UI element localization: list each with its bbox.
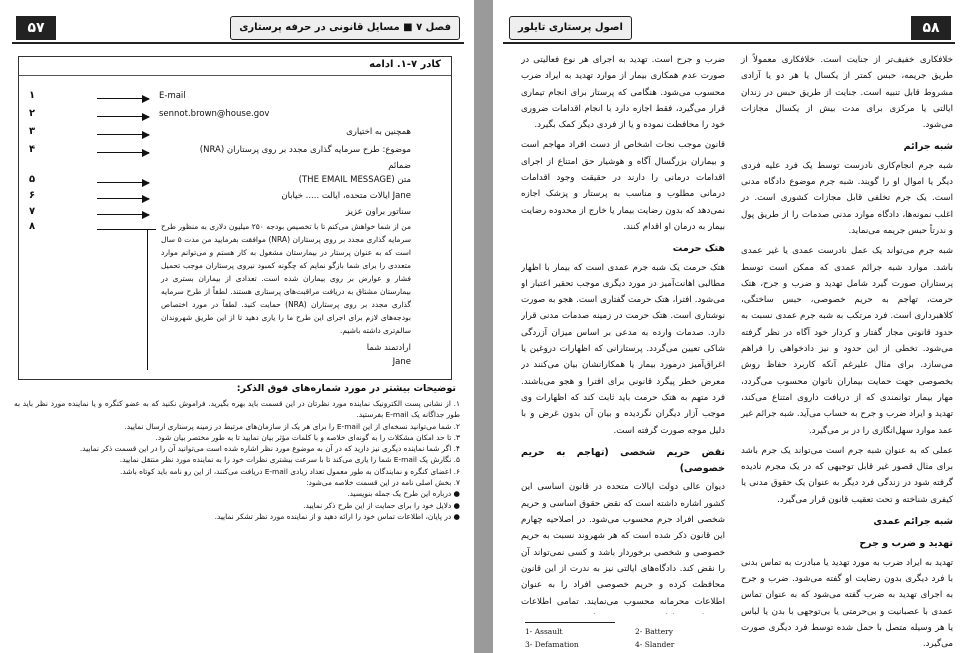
arrow-icon: [97, 134, 149, 135]
subject-field: موضوع: طرح سرمایه گذاری مجدد بر روی پرستاران (NRA): [199, 145, 411, 155]
note-bullet: ● دلایل خود را برای حمایت از این طرح ذکر نمایید.: [303, 500, 460, 510]
note-item: ۵. نگارش یک E-mail شما را یاری می‌کند تا با سرعت بیشتری نظرات خود را به نماینده مورد نظر منتقل نمایید.: [119, 455, 460, 465]
arrow-icon: [97, 182, 149, 183]
footnote: 3- Defamation: [525, 640, 579, 649]
note-item: ۳. تا حد امکان مشکلات را به گونه‌ای خلاصه و با کلمات مؤثر بیان نمایید تا به طور مختصر بیان شود.: [155, 432, 460, 442]
footnote: 1- Assault: [525, 627, 563, 636]
section-heading: شبه جرائم عمدی: [873, 516, 953, 528]
note-item: ۷. بخش اصلی نامه در این قسمت خلاصه می‌شود:: [306, 478, 460, 488]
note-bullet: ● درباره این طرح یک جمله بنویسید.: [347, 489, 460, 499]
paragraph: تهدید به ایراد ضرب به مورد تهدید یا مبادرت به تماس بدنی با فرد دیگری بدون رضایت او گفته می‌شود. ضرب و جرح به اجرای تهدید به ضرب گفته می‌شود که به عنوان تماس عمدی با عصبانیت و بی‌حرمتی یا بی‌توجهی با بدن یا لباس یا هر وسیله متصل با حمل شده توسط فرد دیگری صورت می‌گیرد.: [741, 557, 953, 650]
note-item: ۱. از نشانی پست الکترونیک نماینده مورد نظرتان در این قسمت باید بهره بگیرید. فراموش نکنید که به عضو کنگره و یا نماینده مورد نظر باید به طور جداگانه یک E-mail بفرستید.: [14, 399, 460, 420]
note-item: ۶. اعضای کنگره و نمایندگان به طور معمول تعداد زیادی E-mail دریافت می‌کنند، از این رو نامه باید کوتاه باشد.: [120, 466, 460, 476]
row-number: ۸: [29, 221, 36, 232]
paragraph: قانون موجب نجات اشخاص از دست افراد مهاجم است و بیماران بزرگسال آگاه و هوشیار حق امتناع از اجرای اقدامات درمانی را دارند در حقیقت وجود اقدامات درمانی مطلوب و مناسب به پرستار و پزشک اجازه نمی‌دهد که بدون رضایت بیمار یا خارج از محدوده رضایت بیمار به درمان او اقدام کنند.: [521, 140, 725, 232]
footnote-divider: [525, 622, 615, 623]
footnote: 4- Slander: [635, 640, 675, 649]
paragraph: شبه جرم انجام‌کاری نادرست توسط یک فرد علیه فردی دیگر یا اموال او را گویند. شبه جرم موضوع دادگاه مدنی است. یک جرم تخلفی قابل مجازات کشوری است. در اغلب نمونه‌ها، دادگاه موارد مدنی صدمات را از طریق پول و ندرتاً حبس جریمه می‌نماید.: [741, 160, 953, 236]
subsection-heading: تهدید و ضرب و جرح: [859, 538, 953, 550]
row-number: ۴: [29, 144, 36, 155]
paragraph: شبه جرم می‌تواند یک عمل نادرست عمدی یا غیر عمدی باشد. موارد شبه جرائم عمدی که ممکن است توسط پرستاران صورت گیرد شامل تهدید و ضرب و جرح، هتک حرمت، تهاجم به حریم خصوصی، حبس ساختگی، کلاهبرداری است. فرد مرتکب به شبه جرم عمدی نسبت به حدود قانونی مجاز گفتار و کردار خود آگاه در نظر گرفته می‌شود. تخطی از این حدود و نیز دادخواهی را فراهم می‌سازد. برای مثال علیرغم آنکه کاربرد حفاظ روش بخصوصی جهت حمایت بیماران ناتوان محسوب می‌گردد، مهار بیمار توانمندی که از دریافت داروی امتناع می‌کند، تهدید و ایراد ضرب و جرح به حساب می‌آید. شبه جرائم غیر عمد موارد سهل‌انگاری را در بر می‌گیرد.: [741, 246, 953, 436]
page-number: ۵۸: [911, 16, 951, 40]
paragraph: هتک حرمت یک شبه جرم عمدی است که بیمار با اظهار مطالبی اهانت‌آمیز در مورد دیگری موجب تحقیر اعتبار او می‌شود. افترا، هتک حرمت گفتاری است. هجو به صورت نوشتاری است. هتک حرمت در زمینه صدمات مدنی قرار دارد. صدمات وارده به مدعی بر اساس میزان آزردگی شاکی تعیین می‌گردد. پرستارانی که اظهارات دروغین یا اغراق‌آمیز درمورد بیمار یا همکارانشان بیان می‌کنند در معرض خطر پیگرد قانونی برای افترا و هجو می‌باشند. فرد متهم به هتک حرمت باید ثابت کند که اظهارات وی موجب آزار دیگران نگردیده و بیان آن بدون غرض و با دلیل موجه صورت گرفته است.: [521, 262, 725, 436]
row-number: ۲: [29, 108, 36, 119]
paragraph: خلافکاری خفیف‌تر از جنایت است. خلافکاری معمولاً از طریق جریمه، حبس کمتر از یکسال یا هر دو یا آزادی مشروط قابل تنبیه است. جنایت از طریق حبس در زندان ایالتی یا مرکزی برای مدت بیش از یکسال مجازات می‌شود.: [741, 55, 953, 131]
arrow-icon: [97, 198, 149, 199]
row-number: ۵: [29, 174, 36, 185]
sender-address: Jane ایالات متحده، ایالت ..... خیابان: [281, 191, 411, 201]
row-number: ۱: [29, 90, 36, 101]
paragraph: دیوان عالی دولت ایالات متحده در قانون اساسی این کشور اشاره داشته است که نقض حقوق اساسی و حریم شخصی افراد جرم محسوب می‌شود. در اصلاحیه چهارم این قانون ذکر شده است که هر شهروند نسبت به حریم خصوصی و شخصی برخوردار باشد و کسی نمی‌تواند آن را نقض کند. دادگاه‌های ایالتی نیز به ندرت از این قانون محافظت کرده و حریم خصوصی افراد را به عنوان اطلاعات محرمانه محسوب می‌نمایند. تمامی اطلاعات: [521, 482, 725, 607]
note-item: ۴. اگر شما نماینده دیگری نیز دارید که در آن به موضوع مورد نظر اشاره شده است می‌توانید آن را در این قسمت ذکر نمایید.: [79, 444, 460, 454]
recipient-address: sennot.brown@house.gov: [159, 109, 270, 119]
paragraph: ضرب و جرح است. تهدید به اجرای هر نوع فعالیتی در صورت عدم همکاری بیمار از موارد تهدید به ایراد ضرب محسوب می‌شود. هنگامی که پرستار برای انجام تیماری قرار می‌گیرد، فقط اجازه دارد با انجام اقدامات ضروری خود را محافظت نموده و یا از فردی دیگر کمک بگیرد.: [521, 55, 725, 131]
arrow-icon: [97, 214, 149, 215]
divider: [19, 75, 451, 76]
right-page: [493, 0, 967, 653]
notes-title: توضیحات بیشتر در مورد شماره‌های فوق الذکر:: [236, 383, 456, 394]
arrow-icon: [97, 98, 149, 99]
section-heading: هتک حرمت: [672, 243, 725, 255]
salutation: سناتور براون عزیز: [345, 207, 411, 217]
row-number: ۷: [29, 206, 36, 217]
paragraph: عملی که به عنوان شبه جرم است می‌تواند یک جرم باشد برای مثال قصور غیر قابل توجیهی که در یک مجرم نادیده گرفته شود در زندگی فرد دیگر به عنوان یک حقوق مدنی یا کیفری شناخته و تحت تعقیب قانون قرار می‌گیرد.: [741, 445, 953, 505]
row-number: ۶: [29, 190, 36, 201]
section-heading: شبه جرائم: [903, 141, 953, 153]
section-heading: نقض حریم شخصی (تهاجم به حریم خصوصی): [521, 446, 725, 475]
letter-box: [18, 56, 452, 380]
row-number: ۳: [29, 126, 36, 137]
chapter-title: فصل ۷ ■ مسایل قانونی در حرفه پرستاری: [230, 16, 460, 40]
left-page: [0, 0, 474, 653]
column-left: [521, 52, 725, 614]
page-number: ۵۷: [16, 16, 56, 40]
email-field: E-mail: [159, 91, 186, 101]
notes-list: [14, 398, 460, 522]
letter-closing: ارادتمند شما: [366, 343, 411, 353]
column-right: [741, 52, 953, 653]
letter-signature: Jane: [392, 357, 411, 367]
arrow-line: [97, 229, 147, 230]
box-title: کادر ۷-۱. ادامه: [369, 59, 441, 70]
cc-field: همچنین به اختیاری: [346, 127, 411, 137]
message-field: متن (THE EMAIL MESSAGE): [298, 175, 411, 185]
arrow-icon: [97, 152, 149, 153]
note-bullet: ● در پایان، اطلاعات تماس خود را ارائه دهید و از نماینده مورد نظر تشکر نمایید.: [214, 511, 460, 521]
footnote: 2- Battery: [635, 627, 673, 636]
attachments-field: ضمائم: [388, 161, 411, 171]
note-item: ۲. شما می‌توانید نسخه‌ای از این E-mail را برای هر یک از سازمان‌های مرتبط در زمینه پرستاری ارسال نمایید.: [124, 421, 460, 431]
arrow-icon: [97, 116, 149, 117]
letter-body: من از شما خواهش می‌کنم تا با تخصیص بودجه ۲۵۰ میلیون دلاری به منظور طرح سرمایه گذاری مجدد بر روی پرستاران (NRA) موافقت بفرمایید من مدت ۵ سال است که به عنوان پرستار در بیمارستان مشغول به کار هستم و می‌توانم موارد متعددی را برای شما بازگو نمایم که چگونه کمبود نیروی پرستاران موجب تحمیل فشار و عوارض بر روی بیماران شده است. تعدادی از بیماران بستری در بیمارستان مشتاق به دریافت مراقبت‌های پرستاری هستند. لطفاً از طرح سرمایه گذاری مجدد بر روی پرستاران (NRA) حمایت کنید. لطفاً در مورد اختصاص بودجه‌های لازم برای اجرای این طرح ما را یاری دهید تا از این طریق شهروندان سالم‌تری داشته باشیم.: [161, 222, 411, 335]
body-bracket: [147, 229, 156, 370]
chapter-title: اصول پرستاری تایلور: [509, 16, 632, 40]
